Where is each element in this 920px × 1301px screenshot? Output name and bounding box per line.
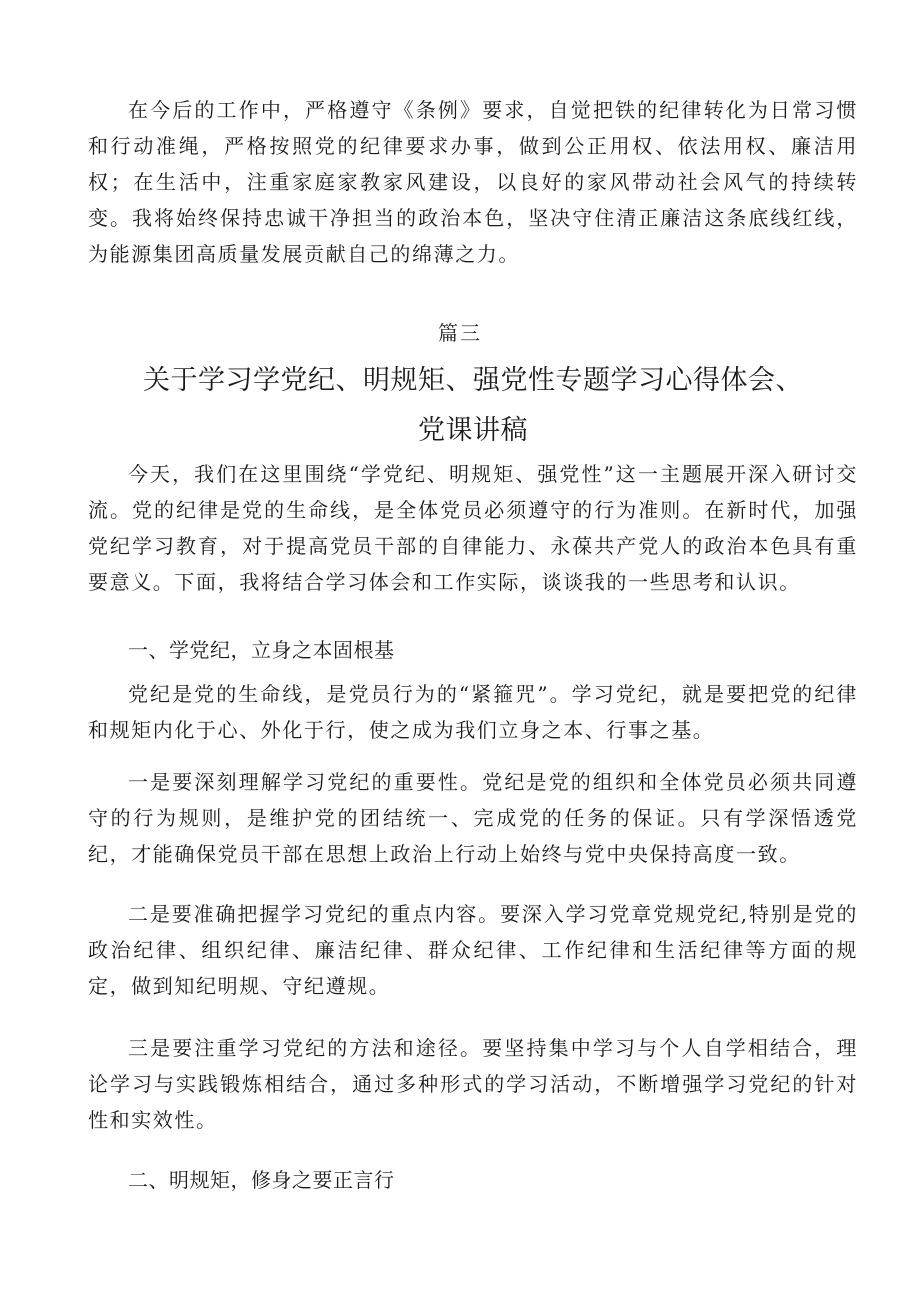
paragraph-point-two: 二是要准确把握学习党纪的重点内容。要深入学习党章党规党纪,特别是党的政治纪律、组织纪律、廉洁纪律、群众纪律、工作纪律和生活纪律等方面的规定，做到知纪明规、守纪遵规。 (88, 902, 858, 998)
paragraph-party-discipline: 党纪是党的生命线，是党员行为的“紧箍咒”。学习党纪，就是要把党的纪律和规矩内化于心、外化于行，使之成为我们立身之本、行事之基。 (88, 682, 858, 742)
paragraph-closing-commitment: 在今后的工作中，严格遵守《条例》要求，自觉把铁的纪律转化为日常习惯和行动准绳，严格按照党的纪律要求办事，做到公正用权、依法用权、廉洁用权；在生活中，注重家庭家教家风建设，以良好的家风带动社会风气的持续转变。我将始终保持忠诚干净担当的政治本色，坚决守住清正廉洁这条底线红线，为能源集团高质量发展贡献自己的绵薄之力。 (88, 98, 858, 266)
section-heading-2: 二、明规矩，修身之要正言行 (128, 1168, 395, 1192)
section-heading-1: 一、学党纪，立身之本固根基 (128, 638, 395, 662)
document-title-line-1: 关于学习学党纪、明规矩、强党性专题学习心得体会、 (143, 365, 803, 396)
section-label: 篇三 (438, 321, 482, 345)
document-title-line-2: 党课讲稿 (418, 415, 528, 446)
document-title (88, 356, 858, 456)
paragraph-point-one: 一是要深刻理解学习党纪的重要性。党纪是党的组织和全体党员必须共同遵守的行为规则，是维护党的团结统一、完成党的任务的保证。只有学深悟透党纪，才能确保党员干部在思想上政治上行动上始终与党中央保持高度一致。 (88, 770, 858, 866)
paragraph-introduction: 今天，我们在这里围绕“学党纪、明规矩、强党性”这一主题展开深入研讨交流。党的纪律是党的生命线，是全体党员必须遵守的行为准则。在新时代，加强党纪学习教育，对于提高党员干部的自律能力、永葆共产党人的政治本色具有重要意义。下面，我将结合学习体会和工作实际，谈谈我的一些思考和认识。 (88, 462, 858, 594)
paragraph-point-three: 三是要注重学习党纪的方法和途径。要坚持集中学习与个人自学相结合，理论学习与实践锻炼相结合，通过多种形式的学习活动，不断增强学习党纪的针对性和实效性。 (88, 1036, 858, 1132)
